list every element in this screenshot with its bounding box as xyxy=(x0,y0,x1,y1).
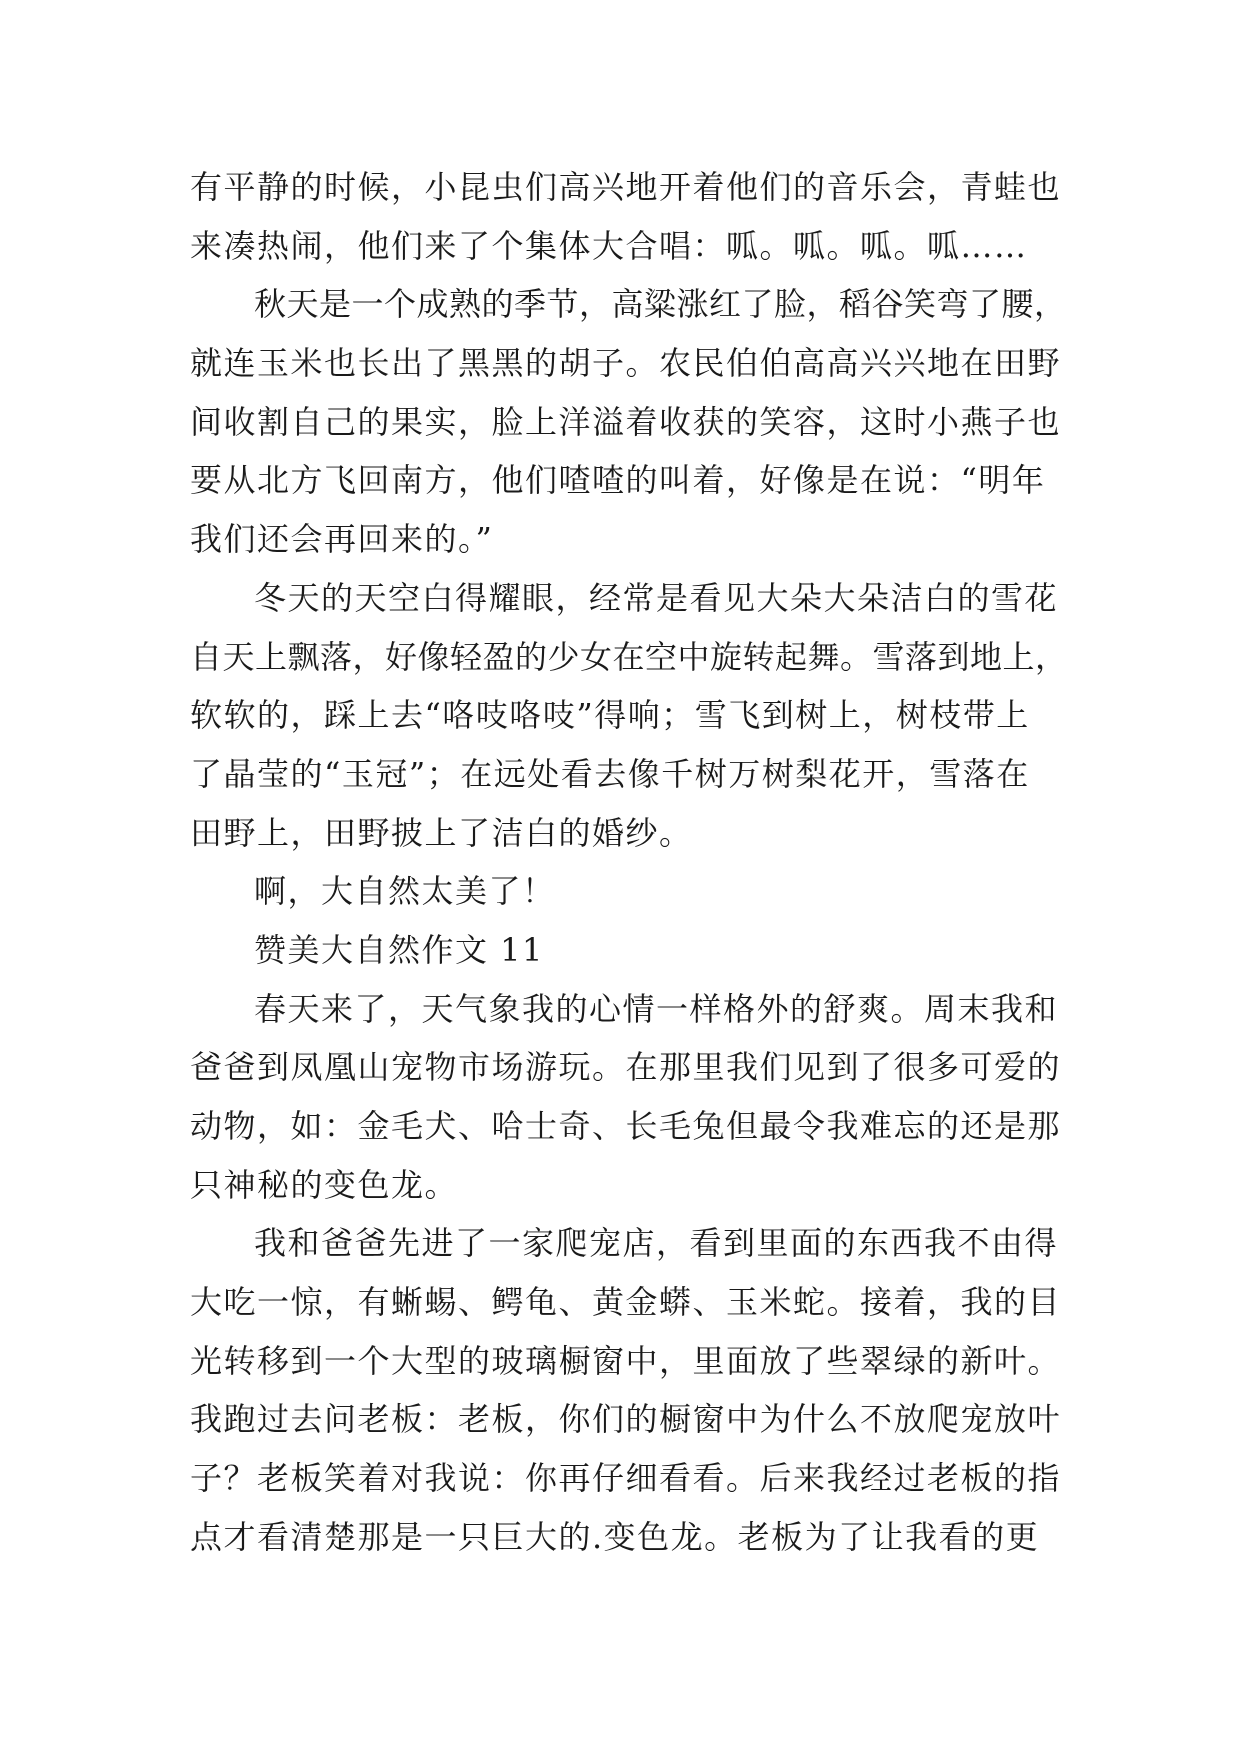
text-line: 啊，大自然太美了！ xyxy=(254,872,556,911)
text-line: 软软的，踩上去“咯吱咯吱”得响；雪飞到树上，树枝带上 xyxy=(190,696,1030,735)
text-line: 就连玉米也长出了黑黑的胡子。农民伯伯高高兴兴地在田野 xyxy=(190,344,1062,383)
text-line: 只神秘的变色龙。 xyxy=(190,1165,459,1204)
text-line: 秋天是一个成熟的季节，高粱涨红了脸，稻谷笑弯了腰， xyxy=(254,285,1067,324)
text-line: 间收割自己的果实，脸上洋溢着收获的笑容，这时小燕子也 xyxy=(190,402,1062,441)
text-line: 赞美大自然作文 11 xyxy=(254,930,544,969)
document-body xyxy=(190,158,1070,1567)
text-line: 自天上飘落，好像轻盈的少女在空中旋转起舞。雪落到地上， xyxy=(190,637,1068,676)
text-line: 我跑过去问老板：老板，你们的橱窗中为什么不放爬宠放叶 xyxy=(190,1400,1062,1439)
text-line: 光转移到一个大型的玻璃橱窗中，里面放了些翠绿的新叶。 xyxy=(190,1341,1062,1380)
text-line: 动物，如：金毛犬、哈士奇、长毛兔但最令我难忘的还是那 xyxy=(190,1107,1062,1145)
text-line: 要从北方飞回南方，他们喳喳的叫着，好像是在说：“明年 xyxy=(190,461,1046,500)
text-line: 了晶莹的“玉冠”；在远处看去像千树万树梨花开，雪落在 xyxy=(190,754,1030,793)
text-line: 冬天的天空白得耀眼，经常是看见大朵大朵洁白的雪花 xyxy=(254,578,1059,617)
text-line: 田野上，田野披上了洁白的婚纱。 xyxy=(190,813,693,852)
text-line: 子？老板笑着对我说：你再仔细看看。后来我经过老板的指 xyxy=(190,1459,1062,1498)
text-line: 点才看清楚那是一只巨大的.变色龙。老板为了让我看的更 xyxy=(190,1517,1040,1556)
text-line: 有平静的时候，小昆虫们高兴地开着他们的音乐会，青蛙也 xyxy=(190,168,1062,206)
text-line: 我们还会再回来的。” xyxy=(190,520,494,559)
text-line: 爸爸到凤凰山宠物市场游玩。在那里我们见到了很多可爱的 xyxy=(190,1048,1062,1087)
text-line: 我和爸爸先进了一家爬宠店，看到里面的东西我不由得 xyxy=(254,1224,1059,1263)
text-line: 来凑热闹，他们来了个集体大合唱：呱。呱。呱。呱…… xyxy=(190,226,1028,265)
text-line: 春天来了，天气象我的心情一样格外的舒爽。周末我和 xyxy=(254,989,1059,1028)
text-line: 大吃一惊，有蜥蜴、鳄龟、黄金蟒、玉米蛇。接着，我的目 xyxy=(190,1283,1062,1322)
